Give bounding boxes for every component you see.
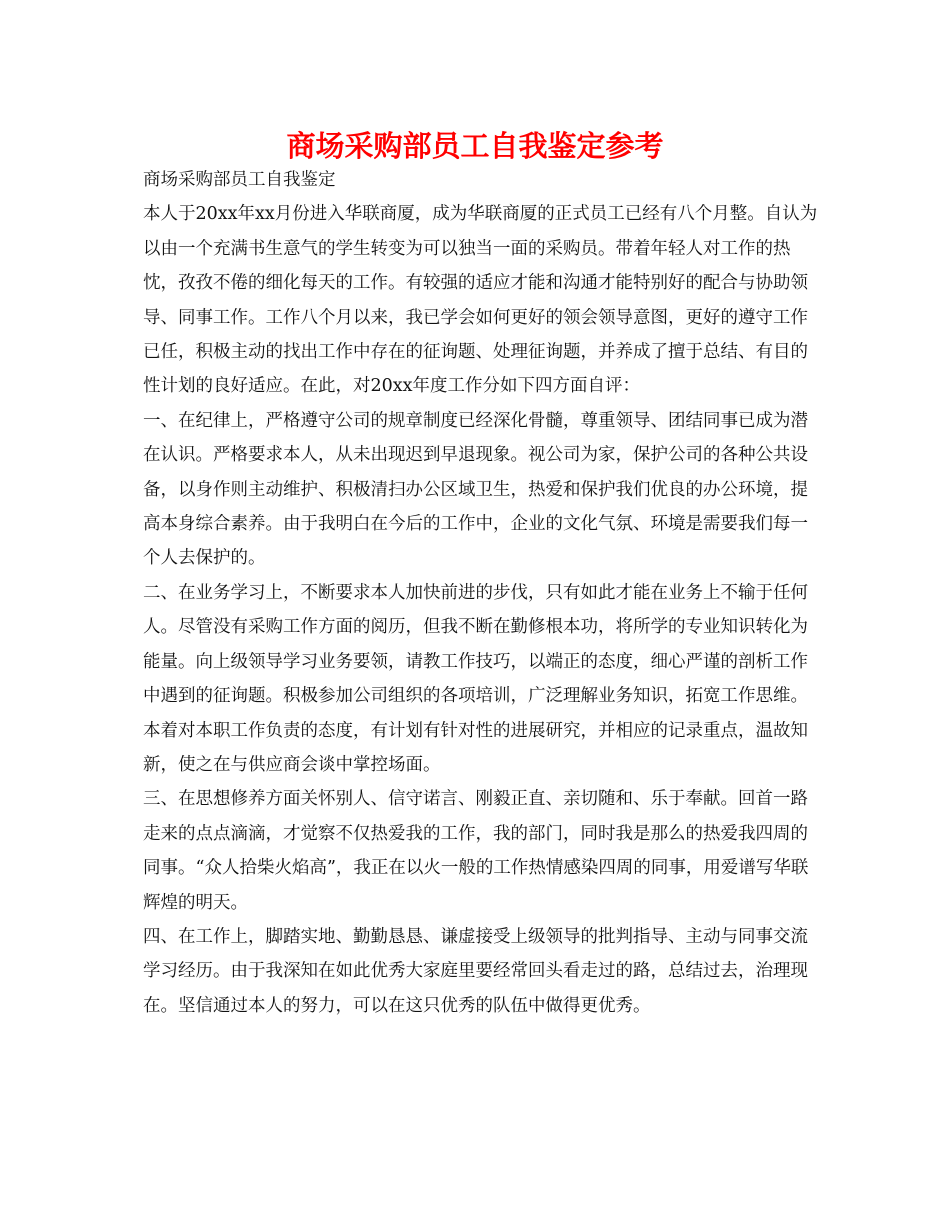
paragraph-work: 四、在工作上，脚踏实地、勤勤恳恳、谦虚接受上级领导的批判指导、主动与同事交流学习经历。由于我深知在如此优秀大家庭里要经常回头看走过的路，总结过去，治理现在。坚信通过本人的努力，可以在这只优秀的队伍中做得更优秀。 xyxy=(143,926,808,1016)
paragraph-business-study: 二、在业务学习上，不断要求本人加快前进的步伐，只有如此才能在业务上不输于任何人。尽管没有采购工作方面的阅历，但我不断在勤修根本功，将所学的专业知识转化为能量。向上级领导学习业务要领，请教工作技巧，以端正的态度，细心严谨的剖析工作中遇到的征询题。积极参加公司组织的各项培训，广泛理解业务知识，拓宽工作思维。本着对本职工作负责的态度，有计划有针对性的进展研究，并相应的记录重点，温故知新，使之在与供应商会谈中掌控场面。 xyxy=(143,582,808,775)
paragraph-ideology: 三、在思想修养方面关怀别人、信守诺言、刚毅正直、亲切随和、乐于奉献。回首一路走来的点点滴滴，才觉察不仅热爱我的工作，我的部门，同时我是那么的热爱我四周的同事。“众人拾柴火焰高”，我正在以火一般的工作热情感染四周的同事，用爱谱写华联辉煌的明天。 xyxy=(143,789,809,913)
document-subtitle: 商场采购部员工自我鉴定 xyxy=(143,170,336,190)
paragraph-intro: 本人于20xx年xx月份进入华联商厦，成为华联商厦的正式员工已经有八个月整。自认为以由一个充满书生意气的学生转变为可以独当一面的采购员。带着年轻人对工作的热忱，孜孜不倦的细化每天的工作。有较强的适应才能和沟通才能特别好的配合与协助领导、同事工作。工作八个月以来，我已学会如何更好的领会领导意图，更好的遵守工作已任，积极主动的找出工作中存在的征询题、处理征询题，并养成了擅于总结、有目的性计划的良好适应。在此，对20xx年度工作分如下四方面自评： xyxy=(143,204,818,397)
paragraph-discipline: 一、在纪律上，严格遵守公司的规章制度已经深化骨髓，尊重领导、团结同事已成为潜在认识。严格要求本人，从未出现迟到早退现象。视公司为家，保护公司的各种公共设备，以身作则主动维护、积极清扫办公区域卫生，热爱和保护我们优良的办公环境，提高本身综合素养。由于我明白在今后的工作中，企业的文化气氛、环境是需要我们每一个人去保护的。 xyxy=(143,410,808,569)
document-body xyxy=(143,163,823,1023)
document-title: 商场采购部员工自我鉴定参考 xyxy=(286,129,664,163)
